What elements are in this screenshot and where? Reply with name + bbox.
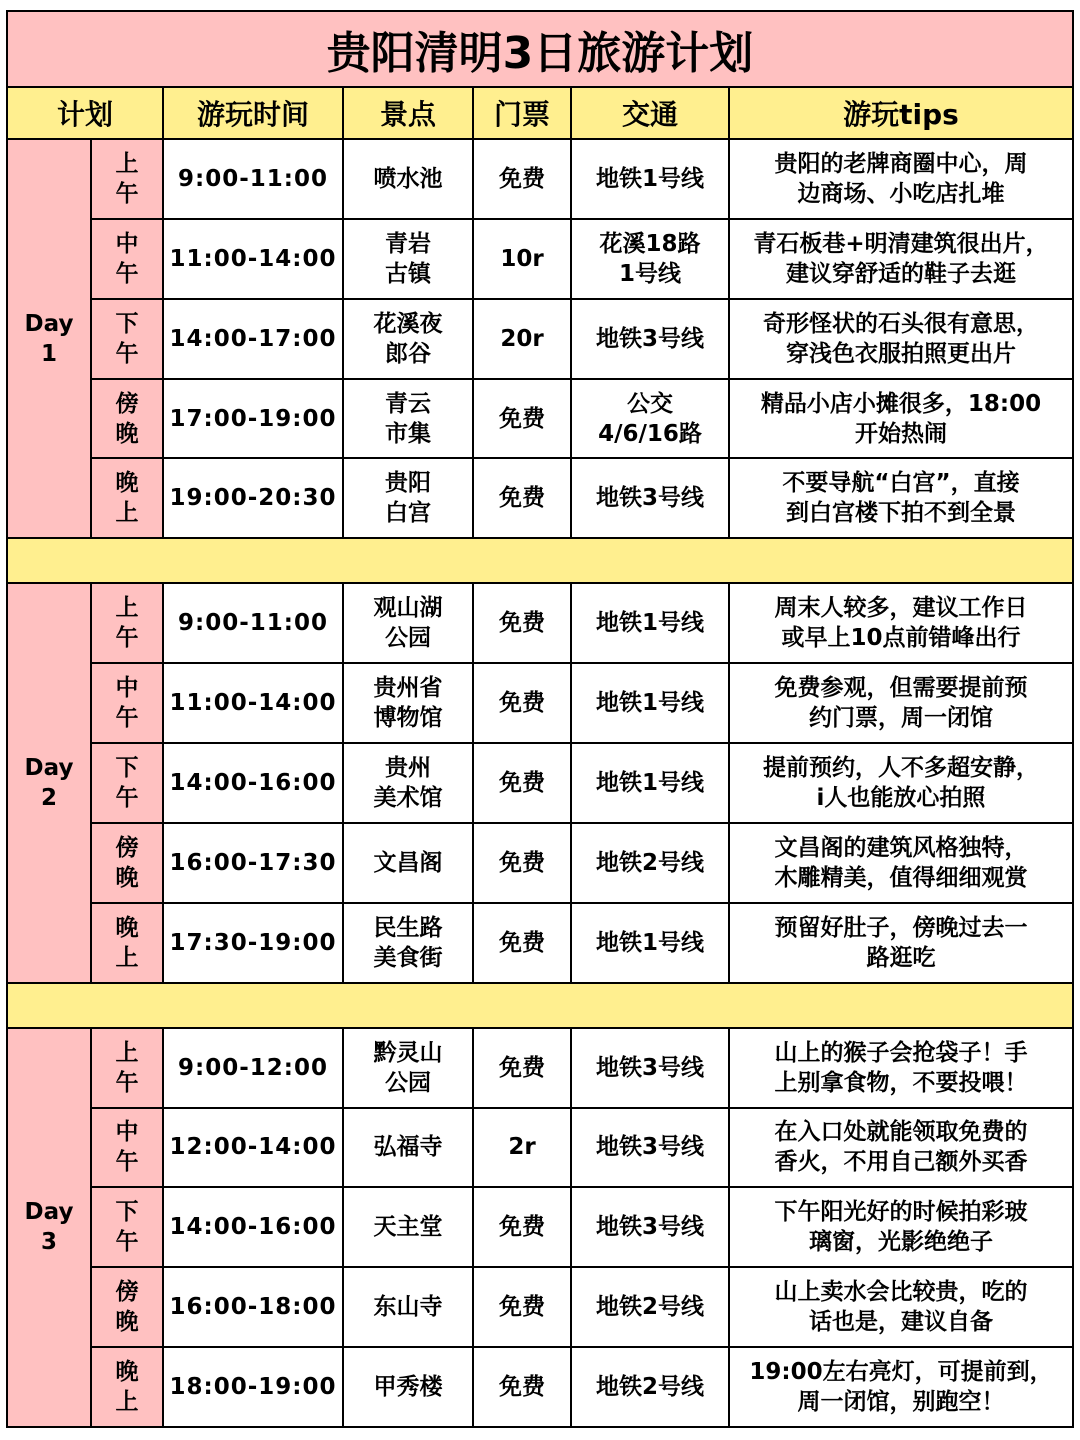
period-cell xyxy=(91,903,163,983)
tips-cell xyxy=(729,379,1073,459)
spot-line-1: 观山湖 xyxy=(373,595,443,622)
ticket-cell: 免费 xyxy=(473,1028,571,1108)
time-cell: 11:00-14:00 xyxy=(163,219,343,299)
tips-cell xyxy=(729,823,1073,903)
tip-line-1: 在入口处就能领取免费的 xyxy=(774,1119,1028,1146)
transport-cell xyxy=(571,219,729,299)
spot-line-1: 民生路 xyxy=(373,914,443,941)
ticket-cell: 免费 xyxy=(473,1347,571,1427)
transport-cell xyxy=(571,1267,729,1347)
period-cell xyxy=(91,379,163,459)
spot-cell xyxy=(343,823,473,903)
tip-line-1: 19:00左右亮灯，可提前到， xyxy=(749,1359,1053,1386)
period-cell xyxy=(91,1108,163,1188)
tip-line-2: 约门票，周一闭馆 xyxy=(809,705,993,732)
spot-cell xyxy=(343,299,473,379)
time-cell: 9:00-12:00 xyxy=(163,1028,343,1108)
period-char-2: 午 xyxy=(115,260,139,287)
spot-cell xyxy=(343,1187,473,1267)
period-char-2: 上 xyxy=(115,1389,139,1416)
period-char-2: 晚 xyxy=(115,864,139,891)
tip-line-1: 下午阳光好的时候拍彩玻 xyxy=(774,1199,1028,1226)
transport-line-1: 地铁2号线 xyxy=(595,1294,704,1321)
table-row xyxy=(7,903,1073,983)
transport-cell xyxy=(571,903,729,983)
transport-cell xyxy=(571,1347,729,1427)
tip-line-1: 贵阳的老牌商圈中心，周 xyxy=(774,150,1028,177)
tip-line-2: 开始热闹 xyxy=(855,420,947,447)
spot-line-2: 白宫 xyxy=(385,500,431,527)
tip-line-2: 或早上10点前错峰出行 xyxy=(781,625,1021,652)
period-char-1: 中 xyxy=(115,675,139,702)
time-cell: 11:00-14:00 xyxy=(163,663,343,743)
period-char-2: 上 xyxy=(115,944,139,971)
period-char-1: 上 xyxy=(115,595,139,622)
tips-cell xyxy=(729,458,1073,538)
period-char-1: 上 xyxy=(115,150,139,177)
transport-line-2: 1号线 xyxy=(618,260,681,287)
tips-cell xyxy=(729,1028,1073,1108)
period-char-1: 傍 xyxy=(115,1279,139,1306)
spot-cell xyxy=(343,1028,473,1108)
time-cell: 14:00-16:00 xyxy=(163,743,343,823)
transport-line-1: 地铁3号线 xyxy=(595,325,704,352)
transport-line-2: 4/6/16路 xyxy=(598,420,702,447)
transport-cell xyxy=(571,299,729,379)
spot-line-1: 天主堂 xyxy=(373,1214,443,1241)
tips-cell xyxy=(729,663,1073,743)
spot-line-2: 公园 xyxy=(385,625,431,652)
time-cell: 17:00-19:00 xyxy=(163,379,343,459)
tips-cell xyxy=(729,583,1073,663)
tip-line-2: 木雕精美，值得细细观赏 xyxy=(774,864,1028,891)
period-char-2: 午 xyxy=(115,784,139,811)
transport-cell xyxy=(571,1028,729,1108)
ticket-cell: 免费 xyxy=(473,663,571,743)
table-row xyxy=(7,743,1073,823)
ticket-cell: 免费 xyxy=(473,1267,571,1347)
spot-line-1: 甲秀楼 xyxy=(373,1374,443,1401)
ticket-cell: 免费 xyxy=(473,583,571,663)
spot-line-1: 黔灵山 xyxy=(373,1039,443,1066)
table-row xyxy=(7,139,1073,219)
spot-cell xyxy=(343,1108,473,1188)
transport-line-1: 地铁1号线 xyxy=(595,929,704,956)
transport-line-1: 地铁1号线 xyxy=(595,769,704,796)
tips-cell xyxy=(729,1347,1073,1427)
transport-cell xyxy=(571,1108,729,1188)
day-label xyxy=(7,583,91,982)
transport-cell xyxy=(571,139,729,219)
period-char-1: 晚 xyxy=(115,470,139,497)
period-char-2: 午 xyxy=(115,705,139,732)
period-char-1: 傍 xyxy=(115,390,139,417)
header-spot: 景点 xyxy=(343,87,473,139)
spot-line-1: 青岩 xyxy=(385,230,431,257)
ticket-cell: 免费 xyxy=(473,823,571,903)
header-ticket: 门票 xyxy=(473,87,571,139)
table-row xyxy=(7,1108,1073,1188)
spot-line-2: 市集 xyxy=(385,420,431,447)
tip-line-2: 香火，不用自己额外买香 xyxy=(774,1149,1028,1176)
table-row xyxy=(7,1187,1073,1267)
tip-line-2: i人也能放心拍照 xyxy=(816,784,986,811)
tips-cell xyxy=(729,1108,1073,1188)
time-cell: 9:00-11:00 xyxy=(163,139,343,219)
spot-line-2: 古镇 xyxy=(385,260,431,287)
period-char-2: 上 xyxy=(115,500,139,527)
time-cell: 17:30-19:00 xyxy=(163,903,343,983)
period-cell xyxy=(91,458,163,538)
period-cell xyxy=(91,743,163,823)
period-char-2: 午 xyxy=(115,1229,139,1256)
spot-cell xyxy=(343,219,473,299)
period-cell xyxy=(91,1028,163,1108)
period-char-1: 晚 xyxy=(115,914,139,941)
spot-line-2: 公园 xyxy=(385,1069,431,1096)
period-char-2: 午 xyxy=(115,180,139,207)
table-row xyxy=(7,458,1073,538)
spot-cell xyxy=(343,583,473,663)
period-char-1: 下 xyxy=(115,310,139,337)
ticket-cell: 2r xyxy=(473,1108,571,1188)
period-char-2: 午 xyxy=(115,1069,139,1096)
ticket-cell: 20r xyxy=(473,299,571,379)
table-row xyxy=(7,583,1073,663)
period-cell xyxy=(91,139,163,219)
tip-line-2: 话也是，建议自备 xyxy=(809,1309,993,1336)
tip-line-2: 到白宫楼下拍不到全景 xyxy=(786,500,1016,527)
table-row xyxy=(7,1347,1073,1427)
tip-line-1: 青石板巷+明清建筑很出片， xyxy=(753,230,1049,257)
transport-line-1: 地铁3号线 xyxy=(595,1054,704,1081)
ticket-cell: 免费 xyxy=(473,458,571,538)
tips-cell xyxy=(729,743,1073,823)
spot-line-2: 美术馆 xyxy=(373,784,443,811)
time-cell: 16:00-18:00 xyxy=(163,1267,343,1347)
transport-line-1: 公交 xyxy=(627,390,673,417)
tips-cell xyxy=(729,903,1073,983)
header-transport: 交通 xyxy=(571,87,729,139)
period-cell xyxy=(91,299,163,379)
table-row xyxy=(7,379,1073,459)
time-cell: 12:00-14:00 xyxy=(163,1108,343,1188)
spot-line-1: 贵阳 xyxy=(385,470,431,497)
tip-line-1: 周末人较多，建议工作日 xyxy=(774,595,1028,622)
tip-line-2: 边商场、小吃店扎堆 xyxy=(797,180,1005,207)
spot-line-1: 喷水池 xyxy=(373,165,443,192)
table-row xyxy=(7,663,1073,743)
table-row xyxy=(7,219,1073,299)
table-row xyxy=(7,823,1073,903)
ticket-cell: 免费 xyxy=(473,903,571,983)
tip-line-1: 山上的猴子会抢袋子！手 xyxy=(774,1039,1028,1066)
period-char-1: 上 xyxy=(115,1039,139,1066)
spot-line-2: 美食街 xyxy=(373,944,443,971)
time-cell: 14:00-16:00 xyxy=(163,1187,343,1267)
time-cell: 19:00-20:30 xyxy=(163,458,343,538)
spot-line-1: 花溪夜 xyxy=(373,310,443,337)
period-char-1: 中 xyxy=(115,230,139,257)
transport-line-1: 地铁1号线 xyxy=(595,165,704,192)
day-label-word: Day xyxy=(24,1199,74,1226)
transport-cell xyxy=(571,743,729,823)
tip-line-2: 穿浅色衣服拍照更出片 xyxy=(786,340,1016,367)
tip-line-1: 精品小店小摊很多，18:00 xyxy=(760,390,1042,417)
tip-line-1: 免费参观，但需要提前预 xyxy=(774,675,1028,702)
period-cell xyxy=(91,583,163,663)
period-cell xyxy=(91,1347,163,1427)
tips-cell xyxy=(729,1267,1073,1347)
header-tips: 游玩tips xyxy=(729,87,1073,139)
day-label xyxy=(7,1028,91,1427)
table-row xyxy=(7,1028,1073,1108)
page-title: 贵阳清明3日旅游计划 xyxy=(7,11,1073,87)
spot-cell xyxy=(343,663,473,743)
separator-cell xyxy=(7,983,1073,1028)
spot-line-1: 贵州 xyxy=(385,754,431,781)
tip-line-2: 璃窗，光影绝绝子 xyxy=(809,1229,993,1256)
time-cell: 18:00-19:00 xyxy=(163,1347,343,1427)
table-row xyxy=(7,299,1073,379)
ticket-cell: 免费 xyxy=(473,139,571,219)
tip-line-2: 周一闭馆，别跑空！ xyxy=(797,1389,1005,1416)
time-cell: 16:00-17:30 xyxy=(163,823,343,903)
spot-line-1: 贵州省 xyxy=(373,675,443,702)
table-row xyxy=(7,1267,1073,1347)
spot-cell xyxy=(343,1347,473,1427)
spot-line-1: 东山寺 xyxy=(373,1294,443,1321)
transport-cell xyxy=(571,823,729,903)
ticket-cell: 免费 xyxy=(473,743,571,823)
transport-line-1: 地铁2号线 xyxy=(595,1374,704,1401)
day-separator xyxy=(7,538,1073,583)
header-row xyxy=(7,87,1073,139)
period-char-1: 晚 xyxy=(115,1359,139,1386)
transport-cell xyxy=(571,663,729,743)
spot-line-2: 博物馆 xyxy=(373,705,443,732)
tip-line-1: 奇形怪状的石头很有意思， xyxy=(763,310,1039,337)
day-label-number: 3 xyxy=(40,1229,57,1256)
separator-cell xyxy=(7,538,1073,583)
transport-cell xyxy=(571,379,729,459)
transport-line-1: 地铁1号线 xyxy=(595,610,704,637)
transport-line-1: 地铁3号线 xyxy=(595,485,704,512)
day-separator xyxy=(7,983,1073,1028)
period-cell xyxy=(91,1267,163,1347)
day-label-number: 1 xyxy=(40,340,57,367)
transport-cell xyxy=(571,583,729,663)
transport-cell xyxy=(571,1187,729,1267)
transport-line-1: 地铁3号线 xyxy=(595,1134,704,1161)
day-label xyxy=(7,139,91,538)
tip-line-1: 提前预约，人不多超安静， xyxy=(763,754,1039,781)
ticket-cell: 10r xyxy=(473,219,571,299)
tips-cell xyxy=(729,219,1073,299)
period-char-2: 晚 xyxy=(115,420,139,447)
tip-line-2: 建议穿舒适的鞋子去逛 xyxy=(786,260,1016,287)
period-char-2: 午 xyxy=(115,340,139,367)
spot-line-1: 文昌阁 xyxy=(373,849,443,876)
header-time: 游玩时间 xyxy=(163,87,343,139)
spot-cell xyxy=(343,458,473,538)
period-char-1: 傍 xyxy=(115,834,139,861)
table-body xyxy=(7,139,1073,1427)
period-char-1: 中 xyxy=(115,1119,139,1146)
period-cell xyxy=(91,219,163,299)
spot-line-1: 弘福寺 xyxy=(373,1134,443,1161)
period-cell xyxy=(91,663,163,743)
period-char-1: 下 xyxy=(115,1199,139,1226)
spot-line-1: 青云 xyxy=(385,390,431,417)
transport-cell xyxy=(571,458,729,538)
ticket-cell: 免费 xyxy=(473,1187,571,1267)
ticket-cell: 免费 xyxy=(473,379,571,459)
tip-line-2: 路逛吃 xyxy=(866,944,936,971)
spot-cell xyxy=(343,903,473,983)
period-char-2: 晚 xyxy=(115,1309,139,1336)
transport-line-1: 花溪18路 xyxy=(599,230,701,257)
period-cell xyxy=(91,1187,163,1267)
tip-line-1: 预留好肚子，傍晚过去一 xyxy=(774,914,1028,941)
day-label-word: Day xyxy=(24,310,74,337)
spot-cell xyxy=(343,743,473,823)
tip-line-2: 上别拿食物，不要投喂！ xyxy=(774,1069,1028,1096)
transport-line-1: 地铁1号线 xyxy=(595,690,704,717)
tip-line-1: 文昌阁的建筑风格独特， xyxy=(774,834,1028,861)
spot-line-2: 郎谷 xyxy=(385,340,431,367)
tips-cell xyxy=(729,139,1073,219)
tip-line-1: 不要导航“白宫”，直接 xyxy=(782,470,1020,497)
time-cell: 9:00-11:00 xyxy=(163,583,343,663)
itinerary-table xyxy=(6,10,1074,1428)
time-cell: 14:00-17:00 xyxy=(163,299,343,379)
period-char-1: 下 xyxy=(115,754,139,781)
day-label-number: 2 xyxy=(40,784,57,811)
day-label-word: Day xyxy=(24,754,74,781)
period-char-2: 午 xyxy=(115,625,139,652)
header-plan: 计划 xyxy=(7,87,163,139)
transport-line-1: 地铁2号线 xyxy=(595,849,704,876)
tips-cell xyxy=(729,299,1073,379)
period-cell xyxy=(91,823,163,903)
spot-cell xyxy=(343,1267,473,1347)
tip-line-1: 山上卖水会比较贵，吃的 xyxy=(774,1279,1028,1306)
spot-cell xyxy=(343,139,473,219)
tips-cell xyxy=(729,1187,1073,1267)
transport-line-1: 地铁3号线 xyxy=(595,1214,704,1241)
spot-cell xyxy=(343,379,473,459)
period-char-2: 午 xyxy=(115,1149,139,1176)
